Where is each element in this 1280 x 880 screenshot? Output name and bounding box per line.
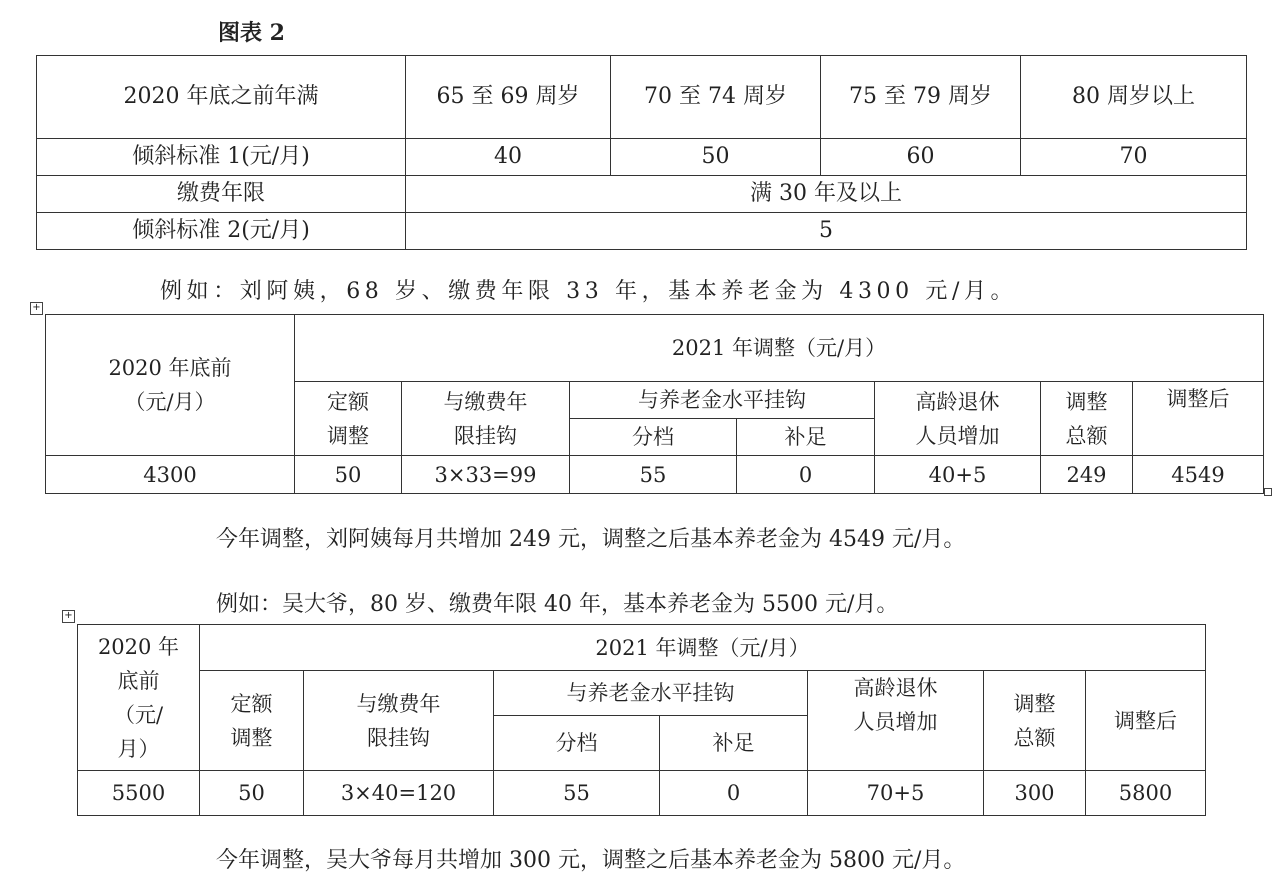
level-linked-header: 与养老金水平挂钩 xyxy=(570,382,875,419)
table-cell: 50 xyxy=(295,456,402,494)
fixed-adjust-header: 定额 调整 xyxy=(200,671,304,771)
years-linked-header: 与缴费年 限挂钩 xyxy=(304,671,494,771)
example1-intro: 例如：刘阿姨，68 岁、缴费年限 33 年，基本养老金为 4300 元/月。 xyxy=(160,279,1018,304)
table-cell: 300 xyxy=(984,771,1086,816)
total-adjust-header: 调整 总额 xyxy=(984,671,1086,771)
example2-intro: 例如：吴大爷，80 岁、缴费年限 40 年，基本养老金为 5500 元/月。 xyxy=(216,592,899,617)
adjust-2021-label: 2021 年调整（元/月） xyxy=(200,625,1206,671)
tilt-standard-table xyxy=(36,55,1247,250)
payment-years-value: 满 30 年及以上 xyxy=(406,176,1247,213)
standard2-value: 5 xyxy=(406,213,1247,250)
elderly-increase-header: 高龄退休 人员增加 xyxy=(875,382,1041,456)
table-cell: 5500 xyxy=(78,771,200,816)
example1-adjust-table xyxy=(45,314,1264,494)
level-linked-header: 与养老金水平挂钩 xyxy=(494,671,808,716)
age-header-label: 2020 年底之前年满 xyxy=(37,56,406,139)
example2-adjust-table xyxy=(77,624,1206,816)
after-adjust-header: 调整后 xyxy=(1133,382,1264,456)
figure-title: 图表 2 xyxy=(218,20,285,46)
table-cell: 50 xyxy=(200,771,304,816)
payment-years-label: 缴费年限 xyxy=(37,176,406,213)
age-80-plus-header: 80 周岁以上 xyxy=(1021,56,1247,139)
table-move-handle-icon[interactable]: + xyxy=(62,610,75,623)
after-adjust-header: 调整后 xyxy=(1086,671,1206,771)
standard1-value: 50 xyxy=(611,139,821,176)
before-2020-label: 2020 年 底前 （元/ 月） xyxy=(78,625,200,771)
standard1-value: 70 xyxy=(1021,139,1247,176)
age-70-74-header: 70 至 74 周岁 xyxy=(611,56,821,139)
supplement-header: 补足 xyxy=(660,716,808,771)
standard2-label: 倾斜标准 2(元/月) xyxy=(37,213,406,250)
table-cell: 4300 xyxy=(46,456,295,494)
table-cell: 3×40=120 xyxy=(304,771,494,816)
before-2020-label: 2020 年底前 （元/月） xyxy=(46,315,295,456)
table-cell: 55 xyxy=(494,771,660,816)
table-cell: 249 xyxy=(1041,456,1133,494)
table-move-handle-icon[interactable]: + xyxy=(30,302,43,315)
table-cell: 0 xyxy=(737,456,875,494)
tier-header: 分档 xyxy=(570,419,737,456)
table-cell: 5800 xyxy=(1086,771,1206,816)
standard1-value: 60 xyxy=(821,139,1021,176)
total-adjust-header: 调整 总额 xyxy=(1041,382,1133,456)
table-cell: 0 xyxy=(660,771,808,816)
table-resize-handle-icon[interactable] xyxy=(1264,488,1272,496)
table-cell: 4549 xyxy=(1133,456,1264,494)
standard1-value: 40 xyxy=(406,139,611,176)
elderly-increase-header: 高龄退休 人员增加 xyxy=(808,671,984,771)
adjust-2021-label: 2021 年调整（元/月） xyxy=(295,315,1264,382)
standard1-label: 倾斜标准 1(元/月) xyxy=(37,139,406,176)
example1-result: 今年调整，刘阿姨每月共增加 249 元，调整之后基本养老金为 4549 元/月。 xyxy=(216,527,966,552)
tier-header: 分档 xyxy=(494,716,660,771)
age-65-69-header: 65 至 69 周岁 xyxy=(406,56,611,139)
table-cell: 55 xyxy=(570,456,737,494)
table-cell: 70+5 xyxy=(808,771,984,816)
example2-result: 今年调整，吴大爷每月共增加 300 元，调整之后基本养老金为 5800 元/月。 xyxy=(216,848,966,873)
table-cell: 40+5 xyxy=(875,456,1041,494)
years-linked-header: 与缴费年 限挂钩 xyxy=(402,382,570,456)
supplement-header: 补足 xyxy=(737,419,875,456)
age-75-79-header: 75 至 79 周岁 xyxy=(821,56,1021,139)
table-cell: 3×33=99 xyxy=(402,456,570,494)
fixed-adjust-header: 定额 调整 xyxy=(295,382,402,456)
